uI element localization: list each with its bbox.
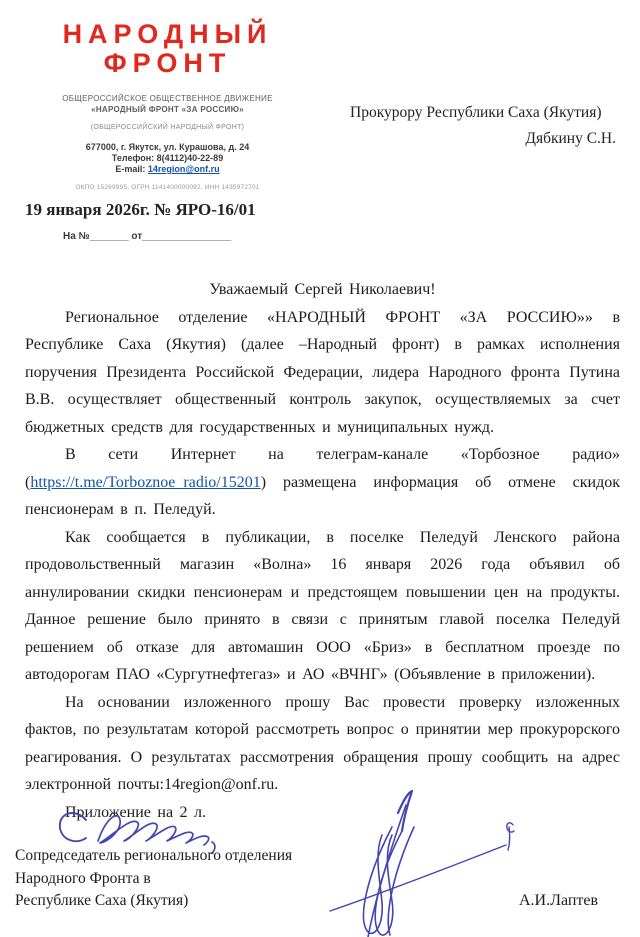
paragraph-1: Региональное отделение «НАРОДНЫЙ ФРОНТ «ЗА РОССИЮ»» в Республике Саха (Якутия) (далее –Народный фронт) в рамках исполнения поручения Президента Российской Федерации, лидера Народного фронта Путина В.В. осуществляет общественный контроль закупок, осуществляемых за счет бюджетных средств для государственных и муниципальных нужд. (25, 308, 620, 436)
signer-name: А.И.Лаптев (519, 892, 599, 909)
movement-block (25, 93, 310, 133)
paragraph-2-text-before: В сети Интернет на телеграм-канале «Торбозное радио» ( (25, 446, 620, 491)
position-line-1: Сопредседатель регионального отделения (15, 847, 293, 864)
registry-line: ОКПО 15269995, ОГРН 1141400000092, ИНН 1435972701 (75, 184, 260, 191)
addressee-block (350, 100, 622, 152)
attachment-line: Приложение на 2 л. (65, 803, 207, 821)
date-number-line: 19 января 2026г. № ЯРО-16/01 (25, 200, 256, 219)
movement-line-1: ОБЩЕРОССИЙСКОЕ ОБЩЕСТВЕННОЕ ДВИЖЕНИЕ (62, 94, 273, 103)
position-line-3: Республике Саха (Якутия) (15, 892, 189, 909)
reference-line: На №_______ от________________ (63, 231, 232, 242)
logo-line-2: ФРОНТ (103, 48, 232, 78)
paragraph-4: На основании изложенного прошу Вас провести проверку изложенных фактов, по результатам которой рассмотреть вопрос о принятии мер прокурорского реагирования. О результатах рассмотрения обращения прошу сообщить на адрес электронной почты:14region@onf.ru. (25, 693, 620, 793)
paragraph-2-text-after: ) размещена информация об отмене скидок пенсионерам в п. Пеледуй. (25, 473, 620, 518)
logo-line-1: НАРОДНЫЙ (62, 19, 273, 49)
contact-block (25, 142, 310, 175)
paragraph-3: Как сообщается в публикации, в поселке Пеледуй Ленского района продовольственный магазин «Волна» 16 января 2026 года объявил об аннулировании скидки пенсионерам и предстоящем повышении цен на продукты. Данное решение было принято в связи с принятым главой поселка Пеледуй решением об отказе для автомашин ООО «Бриз» в бесплатном проезде по автодорогам ПАО «Сургутнефтегаз» и АО «ВЧНГ» (Объявление в приложении). (25, 528, 620, 683)
signer-position-block (15, 845, 292, 913)
movement-line-2: «НАРОДНЫЙ ФРОНТ «ЗА РОССИЮ» (91, 105, 244, 114)
email-label: E-mail: (115, 164, 148, 174)
address-line: 677000, г. Якутск, ул. Курашова, д. 24 (85, 142, 250, 152)
addressee-name: Дябкину С.Н. (525, 130, 616, 147)
letterhead (25, 20, 310, 242)
letter-body (25, 276, 620, 826)
phone-line: Телефон: 8(4112)40-22-89 (111, 153, 224, 163)
right-handwritten-signature (328, 787, 538, 937)
onf-logo (25, 20, 310, 78)
movement-line-3: (ОБЩЕРОССИЙСКИЙ НАРОДНЫЙ ФРОНТ) (90, 124, 245, 131)
paragraph-2 (25, 441, 620, 524)
position-line-2: Народного Фронта в (15, 869, 151, 887)
email-link[interactable]: 14region@onf.ru (147, 164, 220, 174)
email-line (25, 164, 310, 175)
addressee-title: Прокурору Республики Саха (Якутия) (350, 104, 602, 121)
salutation: Уважаемый Сергей Николаевич! (209, 281, 436, 298)
telegram-link[interactable]: https://t.me/Torboznoe_radio/15201 (30, 473, 261, 491)
